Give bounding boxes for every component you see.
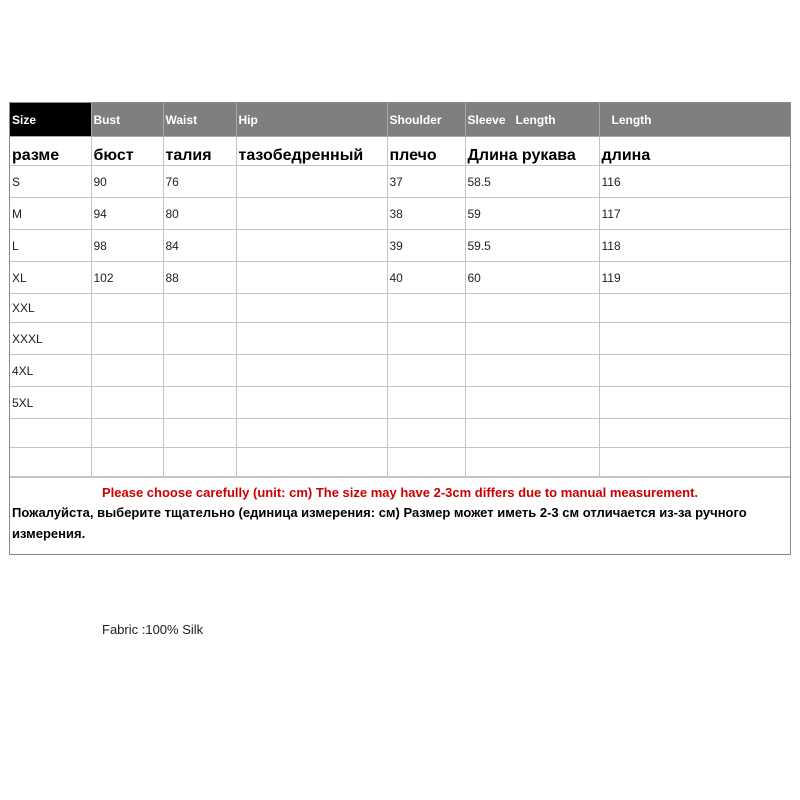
table-row <box>10 419 790 448</box>
cell-hip <box>236 166 387 198</box>
header-row <box>10 103 790 137</box>
cell-length <box>599 387 790 419</box>
ru-header-length: длина <box>599 137 790 166</box>
cell-length <box>599 323 790 355</box>
cell-sleeve <box>465 387 599 419</box>
cell-shoulder: 37 <box>387 166 465 198</box>
cell-shoulder <box>387 323 465 355</box>
header-size: Size <box>10 103 91 137</box>
cell-waist: 84 <box>163 230 236 262</box>
cell-bust: 90 <box>91 166 163 198</box>
cell-size: XXL <box>10 294 91 323</box>
cell-hip <box>236 323 387 355</box>
size-chart <box>9 102 791 555</box>
cell-bust <box>91 387 163 419</box>
ru-header-waist: талия <box>163 137 236 166</box>
table-row <box>10 294 790 323</box>
cell-length: 116 <box>599 166 790 198</box>
cell-waist <box>163 294 236 323</box>
cell-waist <box>163 387 236 419</box>
cell-length: 117 <box>599 198 790 230</box>
measurement-note <box>10 477 790 544</box>
cell-size: 4XL <box>10 355 91 387</box>
cell-size: S <box>10 166 91 198</box>
header-shoulder: Shoulder <box>387 103 465 137</box>
ru-header-shoulder: плечо <box>387 137 465 166</box>
note-russian: Пожалуйста, выберите тщательно (единица измерения: см) Размер может иметь 2-3 см отличается из-за ручного измерения. <box>12 505 747 541</box>
cell-hip <box>236 198 387 230</box>
cell-sleeve: 58.5 <box>465 166 599 198</box>
table-row <box>10 262 790 294</box>
fabric-info: Fabric :100% Silk <box>102 622 204 637</box>
table-row <box>10 355 790 387</box>
cell-sleeve <box>465 323 599 355</box>
cell-size: XL <box>10 262 91 294</box>
ru-header-size: разме <box>10 137 91 166</box>
cell-sleeve: 60 <box>465 262 599 294</box>
ru-header-hip: тазобедренный <box>236 137 387 166</box>
cell-shoulder: 38 <box>387 198 465 230</box>
size-table <box>10 103 790 477</box>
table-row <box>10 230 790 262</box>
table-row <box>10 387 790 419</box>
header-waist: Waist <box>163 103 236 137</box>
cell-hip <box>236 230 387 262</box>
note-english: Please choose carefully (unit: cm) The size may have 2-3cm differs due to manual measurement. <box>101 485 699 500</box>
cell-waist <box>163 355 236 387</box>
cell-shoulder <box>387 294 465 323</box>
cell-bust: 102 <box>91 262 163 294</box>
cell-bust: 94 <box>91 198 163 230</box>
cell-sleeve <box>465 355 599 387</box>
cell-bust <box>91 323 163 355</box>
cell-shoulder: 40 <box>387 262 465 294</box>
cell-sleeve <box>465 294 599 323</box>
cell-hip <box>236 262 387 294</box>
table-row <box>10 448 790 477</box>
header-hip: Hip <box>236 103 387 137</box>
cell-bust <box>91 355 163 387</box>
cell-shoulder: 39 <box>387 230 465 262</box>
cell-bust <box>91 294 163 323</box>
cell-waist: 88 <box>163 262 236 294</box>
header-length: Length <box>599 103 790 137</box>
table-row <box>10 198 790 230</box>
header-bust: Bust <box>91 103 163 137</box>
cell-size: 5XL <box>10 387 91 419</box>
cell-length: 118 <box>599 230 790 262</box>
cell-length <box>599 355 790 387</box>
russian-header-row <box>10 137 790 166</box>
cell-size: M <box>10 198 91 230</box>
ru-header-sleeve-length: Длина рукава <box>465 137 599 166</box>
cell-sleeve: 59.5 <box>465 230 599 262</box>
cell-hip <box>236 387 387 419</box>
cell-waist: 80 <box>163 198 236 230</box>
cell-sleeve: 59 <box>465 198 599 230</box>
cell-length: 119 <box>599 262 790 294</box>
table-row <box>10 166 790 198</box>
ru-header-bust: бюст <box>91 137 163 166</box>
cell-hip <box>236 294 387 323</box>
cell-hip <box>236 355 387 387</box>
cell-shoulder <box>387 355 465 387</box>
cell-waist: 76 <box>163 166 236 198</box>
table-row <box>10 323 790 355</box>
cell-size: L <box>10 230 91 262</box>
cell-size: XXXL <box>10 323 91 355</box>
cell-length <box>599 294 790 323</box>
cell-bust: 98 <box>91 230 163 262</box>
cell-shoulder <box>387 387 465 419</box>
header-sleeve-length: Sleeve Length <box>465 103 599 137</box>
cell-waist <box>163 323 236 355</box>
